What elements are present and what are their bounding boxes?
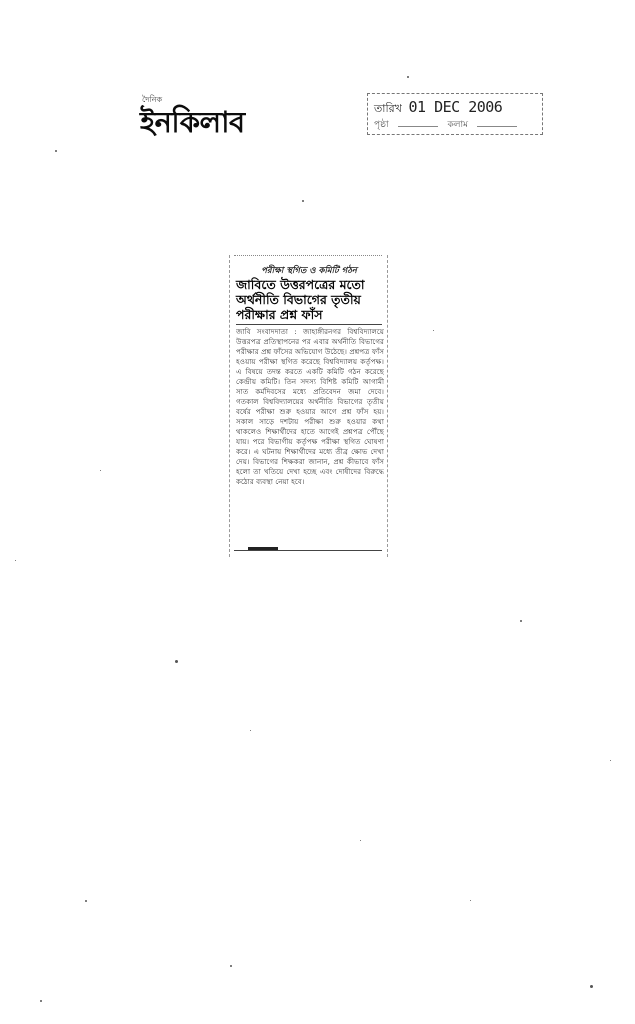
- scan-speck: [407, 76, 409, 78]
- masthead-daily-label: দৈনিক: [142, 95, 163, 104]
- stamp-column-label: কলাম: [447, 120, 469, 130]
- scan-speck: [520, 620, 522, 622]
- scan-speck: [40, 1000, 42, 1002]
- stamp-date-value: 01 DEC 2006: [408, 98, 503, 116]
- clipping-body-text: জাবি সংবাদদাতা : জাহাঙ্গীরনগর বিশ্ববিদ্যালয়ে উত্তরপত্র প্রতিস্থাপনের পর এবার অর্থনীতি বিভাগের পরীক্ষার প্রশ্ন ফাঁসের অভিযোগ উঠেছে। প্রশ্নপত্র ফাঁস হওয়ায় পরীক্ষা স্থগিত করেছে বিশ্ববিদ্যালয় কর্তৃপক্ষ। এ বিষয়ে তদন্ত করতে একটি কমিটি গঠন করেছে কেন্দ্রীয় কমিটি। তিন সদস্য বিশিষ্ট কমিটি আগামী সাত কর্মদিবসের মধ্যে প্রতিবেদন জমা দেবে। গতকাল বিশ্ববিদ্যালয়ের অর্থনীতি বিভাগের তৃতীয় বর্ষের পরীক্ষা শুরু হওয়ার আগে প্রশ্ন ফাঁস হয়। সকাল সাড়ে দশটায় পরীক্ষা শুরু হওয়ার কথা থাকলেও শিক্ষার্থীদের হাতে আগেই প্রশ্নপত্র পৌঁছে যায়। পরে বিভাগীয় কর্তৃপক্ষ পরীক্ষা স্থগিত ঘোষণা করে। এ ঘটনায় শিক্ষার্থীদের মধ্যে তীব্র ক্ষোভ দেখা দেয়। বিভাগের শিক্ষকরা জানান, প্রশ্ন কীভাবে ফাঁস হলো তা খতিয়ে দেখা হচ্ছে এবং দোষীদের বিরুদ্ধে কঠোর ব্যবস্থা নেয়া হবে।: [236, 327, 384, 486]
- scan-speck: [15, 560, 16, 561]
- stamp-page-row: [374, 117, 521, 132]
- masthead-title: ইনকিলাব: [140, 105, 245, 139]
- scan-speck: [302, 200, 304, 202]
- stamp-date-row: [374, 98, 502, 119]
- scan-speck: [55, 150, 57, 152]
- scan-speck: [470, 900, 471, 901]
- stamp-column-blank: [477, 126, 517, 127]
- scan-speck: [610, 760, 611, 761]
- scan-speck: [590, 985, 593, 988]
- scan-speck: [230, 965, 232, 967]
- stamp-date-label: তারিখ: [374, 102, 402, 115]
- scan-speck: [85, 900, 87, 902]
- scan-speck: [250, 730, 251, 731]
- stamp-page-blank: [398, 126, 438, 127]
- clipping-top-rule: [234, 255, 382, 256]
- scan-speck: [433, 330, 434, 331]
- scan-speck: [100, 470, 101, 471]
- scan-speck: [360, 840, 361, 841]
- news-clipping: [229, 255, 388, 557]
- scan-speck: [175, 660, 178, 663]
- date-stamp: [367, 93, 543, 135]
- stamp-page-label: পৃষ্ঠা: [374, 120, 389, 130]
- clipping-kicker: পরীক্ষা স্থগিত ও কমিটি গঠন: [261, 266, 357, 276]
- newspaper-masthead: [140, 95, 290, 139]
- clipping-headline: জাবিতে উত্তরপত্রের মতো অর্থনীতি বিভাগের তৃতীয় পরীক্ষার প্রশ্ন ফাঁস: [236, 277, 382, 325]
- clipping-bottom-rule: [234, 550, 382, 551]
